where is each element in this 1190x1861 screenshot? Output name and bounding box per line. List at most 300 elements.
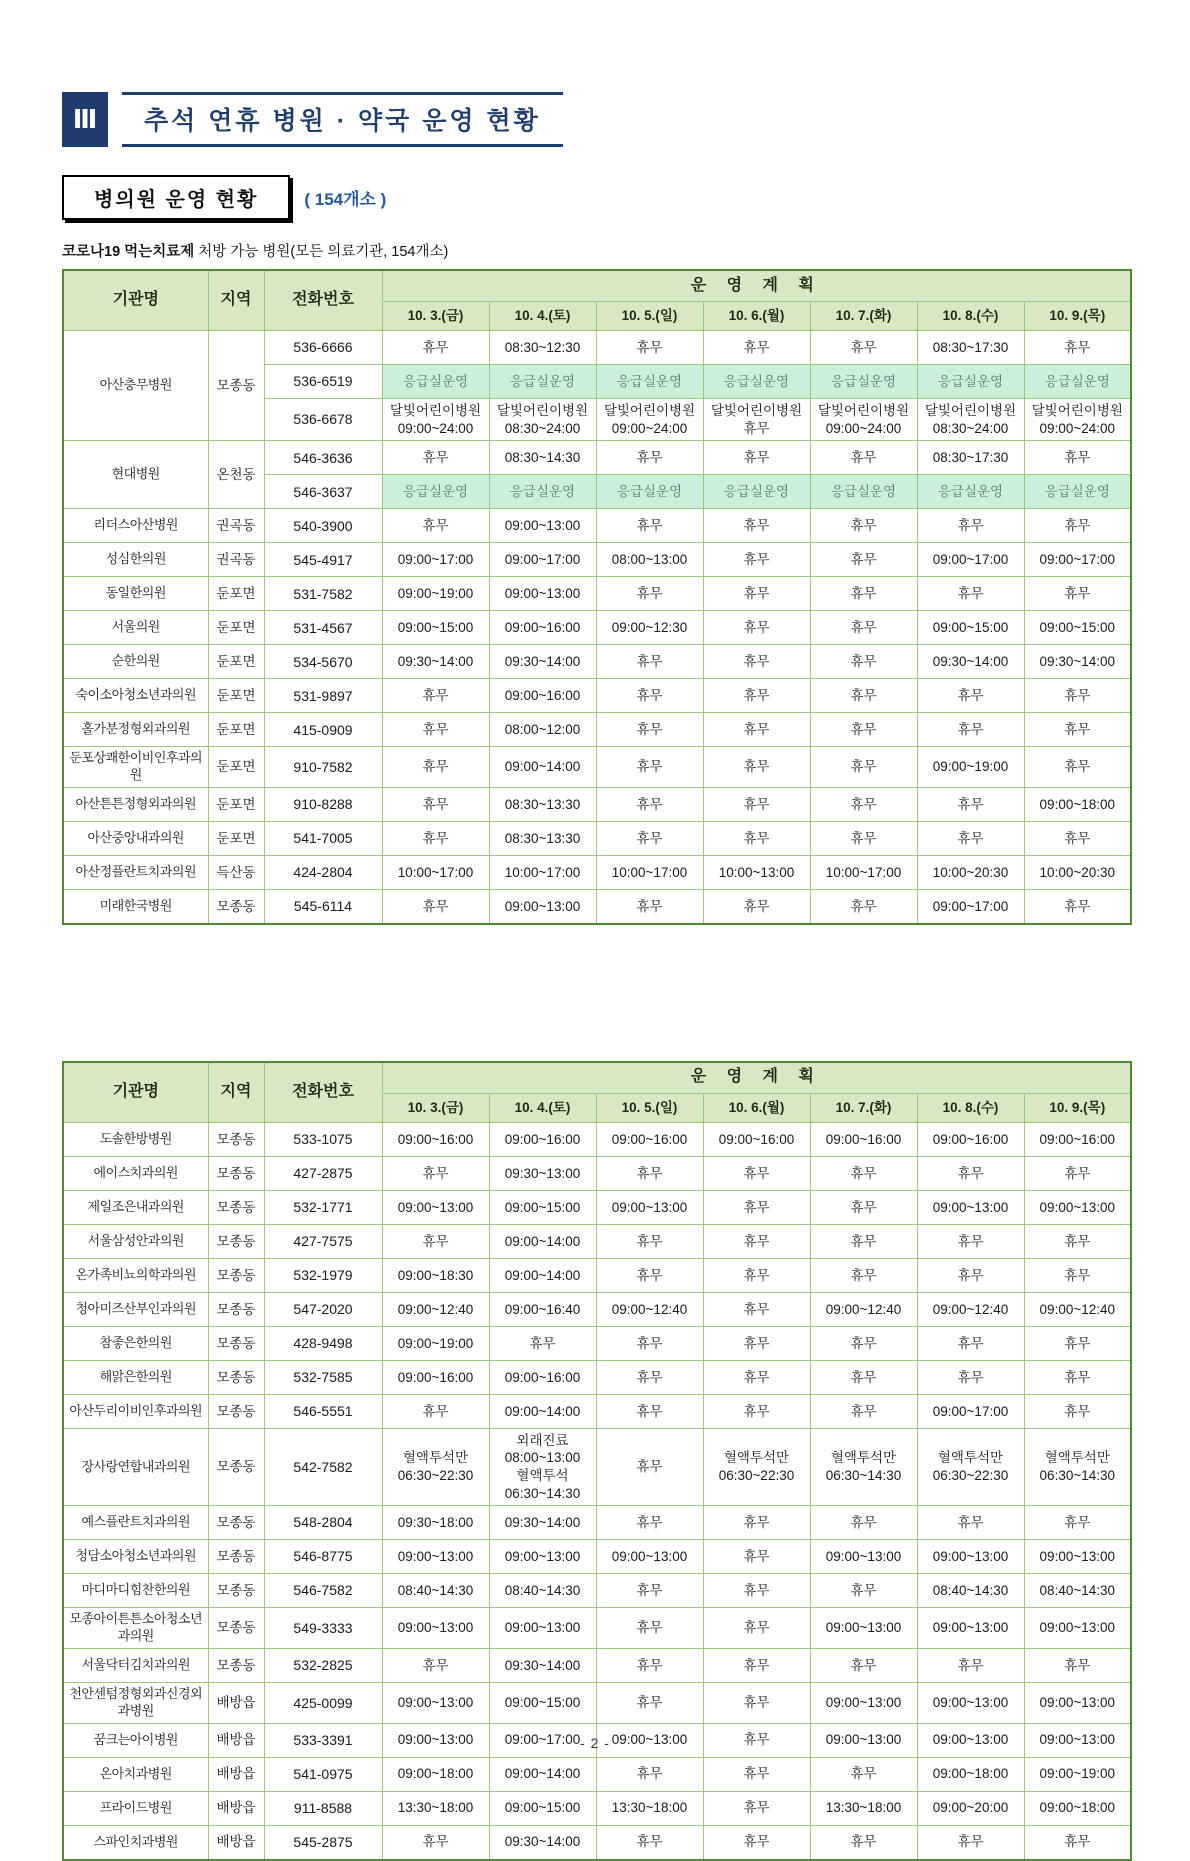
schedule-cell: 휴무 bbox=[917, 577, 1024, 611]
table-row bbox=[63, 821, 1131, 855]
schedule-cell: 휴무 bbox=[810, 787, 917, 821]
region: 모종동 bbox=[208, 1360, 264, 1394]
phone-number: 536-6519 bbox=[264, 365, 382, 399]
phone-number: 531-4567 bbox=[264, 611, 382, 645]
schedule-cell: 휴무 bbox=[917, 713, 1024, 747]
schedule-cell: 휴무 bbox=[703, 1292, 810, 1326]
schedule-cell: 휴무 bbox=[917, 787, 1024, 821]
schedule-cell: 휴무 bbox=[703, 1156, 810, 1190]
phone-number: 549-3333 bbox=[264, 1608, 382, 1649]
org-name: 온아치과병원 bbox=[63, 1757, 208, 1791]
schedule-cell: 달빛어린이병원 09:00~24:00 bbox=[596, 399, 703, 441]
covid-note-bold: 코로나19 먹는치료제 bbox=[62, 244, 195, 260]
region: 둔포면 bbox=[208, 645, 264, 679]
schedule-cell: 휴무 bbox=[596, 1428, 703, 1505]
schedule-cell: 휴무 bbox=[1024, 1825, 1131, 1860]
schedule-cell: 휴무 bbox=[703, 1574, 810, 1608]
schedule-cell: 휴무 bbox=[810, 747, 917, 788]
region: 모종동 bbox=[208, 1648, 264, 1682]
schedule-cell: 휴무 bbox=[382, 441, 489, 475]
schedule-cell: 휴무 bbox=[596, 1156, 703, 1190]
phone-number: 910-8288 bbox=[264, 787, 382, 821]
schedule-cell: 휴무 bbox=[810, 1258, 917, 1292]
schedule-cell: 휴무 bbox=[810, 509, 917, 543]
phone-number: 911-8588 bbox=[264, 1791, 382, 1825]
schedule-cell: 09:00~18:30 bbox=[382, 1258, 489, 1292]
schedule-cell: 휴무 bbox=[1024, 1506, 1131, 1540]
date-header: 10. 5.(일) bbox=[596, 1093, 703, 1122]
schedule-cell: 휴무 bbox=[596, 1608, 703, 1649]
schedule-cell: 09:00~15:00 bbox=[917, 611, 1024, 645]
org-name: 해맑은한의원 bbox=[63, 1360, 208, 1394]
schedule-cell: 09:00~13:00 bbox=[382, 1608, 489, 1649]
schedule-cell: 10:00~17:00 bbox=[810, 855, 917, 889]
phone-number: 910-7582 bbox=[264, 747, 382, 788]
schedule-cell: 휴무 bbox=[382, 1825, 489, 1860]
schedule-cell: 휴무 bbox=[703, 1326, 810, 1360]
schedule-cell: 13:30~18:00 bbox=[810, 1791, 917, 1825]
schedule-cell: 휴무 bbox=[703, 713, 810, 747]
col-header-phone: 전화번호 bbox=[264, 1062, 382, 1123]
schedule-cell: 휴무 bbox=[810, 543, 917, 577]
schedule-cell: 휴무 bbox=[917, 1224, 1024, 1258]
org-name: 서울의원 bbox=[63, 611, 208, 645]
table-row bbox=[63, 1648, 1131, 1682]
date-header: 10. 4.(토) bbox=[489, 1093, 596, 1122]
schedule-cell: 휴무 bbox=[596, 1258, 703, 1292]
table-row bbox=[63, 1122, 1131, 1156]
org-name: 스파인치과병원 bbox=[63, 1825, 208, 1860]
org-name: 아산충무병원 bbox=[63, 331, 208, 441]
schedule-cell: 09:00~13:00 bbox=[917, 1190, 1024, 1224]
phone-number: 531-7582 bbox=[264, 577, 382, 611]
schedule-cell: 휴무 bbox=[1024, 889, 1131, 924]
section-number-badge: Ⅲ bbox=[62, 92, 108, 147]
schedule-cell: 휴무 bbox=[596, 441, 703, 475]
phone-number: 532-1771 bbox=[264, 1190, 382, 1224]
schedule-cell: 09:00~13:00 bbox=[1024, 1190, 1131, 1224]
org-name: 제일조은내과의원 bbox=[63, 1190, 208, 1224]
schedule-cell: 휴무 bbox=[382, 1648, 489, 1682]
schedule-cell: 10:00~20:30 bbox=[917, 855, 1024, 889]
schedule-cell: 09:00~14:00 bbox=[489, 1258, 596, 1292]
schedule-cell: 휴무 bbox=[703, 1723, 810, 1757]
date-header: 10. 7.(화) bbox=[810, 302, 917, 331]
region: 모종동 bbox=[208, 1292, 264, 1326]
org-name: 예스플란트치과의원 bbox=[63, 1506, 208, 1540]
table-header-row bbox=[63, 270, 1131, 302]
col-header-org: 기관명 bbox=[63, 1062, 208, 1123]
schedule-cell: 09:00~13:00 bbox=[1024, 1540, 1131, 1574]
schedule-cell: 08:30~13:30 bbox=[489, 821, 596, 855]
org-name: 장사랑연합내과의원 bbox=[63, 1428, 208, 1505]
schedule-cell: 휴무 bbox=[1024, 331, 1131, 365]
col-header-org: 기관명 bbox=[63, 270, 208, 331]
schedule-cell: 09:00~13:00 bbox=[917, 1608, 1024, 1649]
schedule-cell: 휴무 bbox=[382, 1156, 489, 1190]
schedule-cell: 09:00~16:00 bbox=[1024, 1122, 1131, 1156]
date-header: 10. 4.(토) bbox=[489, 302, 596, 331]
schedule-cell: 휴무 bbox=[703, 1360, 810, 1394]
phone-number: 531-9897 bbox=[264, 679, 382, 713]
schedule-cell: 휴무 bbox=[382, 821, 489, 855]
region: 권곡동 bbox=[208, 543, 264, 577]
region: 모종동 bbox=[208, 1506, 264, 1540]
phone-number: 546-3637 bbox=[264, 475, 382, 509]
schedule-cell: 휴무 bbox=[1024, 747, 1131, 788]
schedule-cell: 09:00~16:00 bbox=[489, 679, 596, 713]
org-name: 현대병원 bbox=[63, 441, 208, 509]
schedule-cell: 응급실운영 bbox=[703, 475, 810, 509]
org-name: 청담소아청소년과의원 bbox=[63, 1540, 208, 1574]
schedule-cell: 휴무 bbox=[917, 1506, 1024, 1540]
schedule-cell: 08:30~17:30 bbox=[917, 441, 1024, 475]
phone-number: 541-7005 bbox=[264, 821, 382, 855]
col-header-region: 지역 bbox=[208, 270, 264, 331]
schedule-cell: 휴무 bbox=[703, 1506, 810, 1540]
table-row bbox=[63, 1682, 1131, 1723]
schedule-cell: 휴무 bbox=[703, 331, 810, 365]
phone-number: 536-6666 bbox=[264, 331, 382, 365]
region: 모종동 bbox=[208, 1574, 264, 1608]
schedule-cell: 09:00~13:00 bbox=[596, 1540, 703, 1574]
schedule-cell: 응급실운영 bbox=[703, 365, 810, 399]
schedule-cell: 응급실운영 bbox=[1024, 365, 1131, 399]
table-row bbox=[63, 1428, 1131, 1505]
table-row bbox=[63, 1506, 1131, 1540]
schedule-cell: 09:00~13:00 bbox=[596, 1190, 703, 1224]
schedule-cell: 09:00~12:40 bbox=[596, 1292, 703, 1326]
table-row bbox=[63, 645, 1131, 679]
schedule-cell: 10:00~17:00 bbox=[596, 855, 703, 889]
schedule-cell: 휴무 bbox=[382, 889, 489, 924]
table-row bbox=[63, 611, 1131, 645]
region: 모종동 bbox=[208, 1326, 264, 1360]
table-row bbox=[63, 1224, 1131, 1258]
schedule-cell: 09:00~13:00 bbox=[382, 1540, 489, 1574]
phone-number: 545-6114 bbox=[264, 889, 382, 924]
org-name: 도솔한방병원 bbox=[63, 1122, 208, 1156]
schedule-cell: 휴무 bbox=[596, 821, 703, 855]
schedule-cell: 응급실운영 bbox=[917, 365, 1024, 399]
schedule-cell: 08:00~12:00 bbox=[489, 713, 596, 747]
org-name: 아산두리이비인후과의원 bbox=[63, 1394, 208, 1428]
org-name: 에이스치과의원 bbox=[63, 1156, 208, 1190]
region: 모종동 bbox=[208, 1156, 264, 1190]
schedule-cell: 휴무 bbox=[703, 611, 810, 645]
phone-number: 541-0975 bbox=[264, 1757, 382, 1791]
schedule-cell: 휴무 bbox=[596, 1360, 703, 1394]
schedule-cell: 휴무 bbox=[596, 645, 703, 679]
date-header: 10. 7.(화) bbox=[810, 1093, 917, 1122]
table-row bbox=[63, 787, 1131, 821]
schedule-cell: 휴무 bbox=[382, 747, 489, 788]
schedule-cell: 09:00~16:00 bbox=[382, 1122, 489, 1156]
schedule-cell: 09:00~16:00 bbox=[489, 611, 596, 645]
date-header: 10. 6.(월) bbox=[703, 302, 810, 331]
region: 둔포면 bbox=[208, 821, 264, 855]
schedule-cell: 08:30~14:30 bbox=[489, 441, 596, 475]
schedule-cell: 09:00~13:00 bbox=[1024, 1608, 1131, 1649]
schedule-cell: 달빛어린이병원 09:00~24:00 bbox=[382, 399, 489, 441]
schedule-cell: 09:00~17:00 bbox=[917, 543, 1024, 577]
schedule-cell: 휴무 bbox=[1024, 1224, 1131, 1258]
schedule-cell: 휴무 bbox=[1024, 713, 1131, 747]
table-row bbox=[63, 1258, 1131, 1292]
schedule-cell: 09:00~16:00 bbox=[489, 1122, 596, 1156]
org-name: 리더스아산병원 bbox=[63, 509, 208, 543]
schedule-cell: 휴무 bbox=[1024, 1156, 1131, 1190]
schedule-cell: 응급실운영 bbox=[596, 475, 703, 509]
schedule-cell: 휴무 bbox=[917, 821, 1024, 855]
schedule-cell: 09:00~12:40 bbox=[917, 1292, 1024, 1326]
schedule-cell: 응급실운영 bbox=[489, 365, 596, 399]
schedule-cell: 응급실운영 bbox=[810, 365, 917, 399]
schedule-cell: 휴무 bbox=[1024, 1326, 1131, 1360]
schedule-cell: 09:00~13:00 bbox=[382, 1190, 489, 1224]
schedule-cell: 휴무 bbox=[703, 1825, 810, 1860]
phone-number: 536-6678 bbox=[264, 399, 382, 441]
schedule-cell: 09:00~15:00 bbox=[382, 611, 489, 645]
schedule-cell: 09:00~13:00 bbox=[489, 889, 596, 924]
schedule-cell: 혈액투석만 06:30~22:30 bbox=[382, 1428, 489, 1505]
schedule-cell: 13:30~18:00 bbox=[596, 1791, 703, 1825]
phone-number: 546-3636 bbox=[264, 441, 382, 475]
col-header-phone: 전화번호 bbox=[264, 270, 382, 331]
region: 모종동 bbox=[208, 1258, 264, 1292]
schedule-cell: 휴무 bbox=[703, 1757, 810, 1791]
schedule-cell: 09:00~13:00 bbox=[489, 1540, 596, 1574]
col-header-plan: 운 영 계 획 bbox=[382, 270, 1131, 302]
schedule-cell: 휴무 bbox=[810, 1506, 917, 1540]
schedule-cell: 혈액투석만 06:30~22:30 bbox=[703, 1428, 810, 1505]
table-row bbox=[63, 713, 1131, 747]
schedule-cell: 08:40~14:30 bbox=[1024, 1574, 1131, 1608]
region: 배방읍 bbox=[208, 1757, 264, 1791]
schedule-cell: 휴무 bbox=[703, 747, 810, 788]
schedule-cell: 08:40~14:30 bbox=[917, 1574, 1024, 1608]
schedule-cell: 휴무 bbox=[1024, 1648, 1131, 1682]
table-row bbox=[63, 331, 1131, 365]
schedule-cell: 휴무 bbox=[810, 331, 917, 365]
table-row bbox=[63, 1574, 1131, 1608]
schedule-cell: 09:00~16:00 bbox=[382, 1360, 489, 1394]
schedule-cell: 09:00~17:00 bbox=[489, 1723, 596, 1757]
org-name: 서울삼성안과의원 bbox=[63, 1224, 208, 1258]
schedule-cell: 휴무 bbox=[596, 1394, 703, 1428]
org-name: 청아미즈산부인과의원 bbox=[63, 1292, 208, 1326]
schedule-cell: 외래진료 08:00~13:00 혈액투석 06:30~14:30 bbox=[489, 1428, 596, 1505]
schedule-cell: 휴무 bbox=[810, 1224, 917, 1258]
region: 둔포면 bbox=[208, 787, 264, 821]
schedule-cell: 휴무 bbox=[1024, 1394, 1131, 1428]
schedule-cell: 휴무 bbox=[703, 787, 810, 821]
schedule-cell: 09:00~14:00 bbox=[489, 1757, 596, 1791]
date-header: 10. 8.(수) bbox=[917, 1093, 1024, 1122]
schedule-cell: 09:00~17:00 bbox=[489, 543, 596, 577]
table-row bbox=[63, 1326, 1131, 1360]
phone-number: 533-1075 bbox=[264, 1122, 382, 1156]
schedule-cell: 08:00~13:00 bbox=[596, 543, 703, 577]
schedule-cell: 휴무 bbox=[596, 787, 703, 821]
org-name: 순한의원 bbox=[63, 645, 208, 679]
date-header: 10. 9.(목) bbox=[1024, 1093, 1131, 1122]
page-title: 추석 연휴 병원 · 약국 운영 현황 bbox=[144, 107, 541, 135]
region: 배방읍 bbox=[208, 1791, 264, 1825]
subsection-title-box: 병의원 운영 현황 bbox=[62, 175, 290, 220]
phone-number: 415-0909 bbox=[264, 713, 382, 747]
hospital-schedule-table-1 bbox=[62, 269, 1132, 925]
schedule-cell: 휴무 bbox=[382, 713, 489, 747]
phone-number: 428-9498 bbox=[264, 1326, 382, 1360]
schedule-cell: 09:00~15:00 bbox=[489, 1682, 596, 1723]
phone-number: 534-5670 bbox=[264, 645, 382, 679]
schedule-cell: 휴무 bbox=[810, 821, 917, 855]
region: 모종동 bbox=[208, 1224, 264, 1258]
schedule-cell: 09:00~13:00 bbox=[596, 1723, 703, 1757]
table-row bbox=[63, 1608, 1131, 1649]
schedule-cell: 휴무 bbox=[1024, 509, 1131, 543]
schedule-cell: 휴무 bbox=[810, 1757, 917, 1791]
schedule-cell: 휴무 bbox=[810, 1326, 917, 1360]
phone-number: 425-0099 bbox=[264, 1682, 382, 1723]
schedule-cell: 09:00~12:40 bbox=[382, 1292, 489, 1326]
schedule-cell: 휴무 bbox=[703, 645, 810, 679]
schedule-cell: 달빛어린이병원 08:30~24:00 bbox=[917, 399, 1024, 441]
schedule-cell: 09:00~17:00 bbox=[917, 889, 1024, 924]
schedule-cell: 휴무 bbox=[703, 1224, 810, 1258]
schedule-cell: 09:00~12:40 bbox=[810, 1292, 917, 1326]
table-header-row bbox=[63, 1062, 1131, 1094]
table-row bbox=[63, 1394, 1131, 1428]
schedule-cell: 휴무 bbox=[489, 1326, 596, 1360]
schedule-cell: 달빛어린이병원 09:00~24:00 bbox=[810, 399, 917, 441]
table-row bbox=[63, 1292, 1131, 1326]
region: 둔포면 bbox=[208, 679, 264, 713]
document-page bbox=[0, 92, 1190, 1851]
schedule-cell: 휴무 bbox=[810, 1190, 917, 1224]
phone-number: 546-7582 bbox=[264, 1574, 382, 1608]
schedule-cell: 09:00~13:00 bbox=[382, 1723, 489, 1757]
schedule-cell: 휴무 bbox=[703, 1394, 810, 1428]
schedule-cell: 휴무 bbox=[810, 1825, 917, 1860]
region: 모종동 bbox=[208, 1190, 264, 1224]
schedule-cell: 휴무 bbox=[382, 787, 489, 821]
table-row bbox=[63, 441, 1131, 475]
org-name: 아산정플란트치과의원 bbox=[63, 855, 208, 889]
schedule-cell: 휴무 bbox=[810, 1394, 917, 1428]
schedule-cell: 달빛어린이병원 휴무 bbox=[703, 399, 810, 441]
schedule-cell: 휴무 bbox=[810, 1648, 917, 1682]
schedule-cell: 09:30~14:00 bbox=[489, 1825, 596, 1860]
table-row bbox=[63, 747, 1131, 788]
schedule-cell: 휴무 bbox=[810, 1574, 917, 1608]
schedule-cell: 휴무 bbox=[382, 1394, 489, 1428]
phone-number: 545-2875 bbox=[264, 1825, 382, 1860]
phone-number: 533-3391 bbox=[264, 1723, 382, 1757]
table-row bbox=[63, 1156, 1131, 1190]
schedule-cell: 휴무 bbox=[810, 441, 917, 475]
table-row bbox=[63, 1540, 1131, 1574]
schedule-cell: 09:00~14:00 bbox=[489, 747, 596, 788]
region: 둔포면 bbox=[208, 747, 264, 788]
phone-number: 548-2804 bbox=[264, 1506, 382, 1540]
schedule-cell: 휴무 bbox=[596, 1506, 703, 1540]
schedule-cell: 09:00~14:00 bbox=[489, 1224, 596, 1258]
schedule-cell: 혈액투석만 06:30~14:30 bbox=[810, 1428, 917, 1505]
org-name: 숙이소아청소년과의원 bbox=[63, 679, 208, 713]
schedule-cell: 휴무 bbox=[596, 331, 703, 365]
org-name: 서울닥터김치과의원 bbox=[63, 1648, 208, 1682]
schedule-cell: 휴무 bbox=[917, 1825, 1024, 1860]
phone-number: 547-2020 bbox=[264, 1292, 382, 1326]
region: 득산동 bbox=[208, 855, 264, 889]
table-row bbox=[63, 509, 1131, 543]
table-row bbox=[63, 1360, 1131, 1394]
schedule-cell: 휴무 bbox=[703, 1682, 810, 1723]
table-row bbox=[63, 1190, 1131, 1224]
schedule-cell: 10:00~17:00 bbox=[382, 855, 489, 889]
table-row bbox=[63, 1791, 1131, 1825]
region: 모종동 bbox=[208, 1122, 264, 1156]
org-name: 온가족비뇨의학과의원 bbox=[63, 1258, 208, 1292]
schedule-cell: 휴무 bbox=[810, 611, 917, 645]
schedule-cell: 09:00~13:00 bbox=[917, 1723, 1024, 1757]
schedule-cell: 09:00~16:00 bbox=[489, 1360, 596, 1394]
schedule-cell: 08:30~13:30 bbox=[489, 787, 596, 821]
region: 배방읍 bbox=[208, 1723, 264, 1757]
covid-note bbox=[62, 240, 1190, 261]
schedule-cell: 09:00~14:00 bbox=[489, 1394, 596, 1428]
schedule-cell: 달빛어린이병원 09:00~24:00 bbox=[1024, 399, 1131, 441]
subsection-row bbox=[62, 175, 1190, 220]
schedule-cell: 09:30~14:00 bbox=[1024, 645, 1131, 679]
schedule-cell: 휴무 bbox=[810, 679, 917, 713]
schedule-cell: 휴무 bbox=[810, 889, 917, 924]
phone-number: 424-2804 bbox=[264, 855, 382, 889]
schedule-cell: 09:00~19:00 bbox=[917, 747, 1024, 788]
schedule-cell: 휴무 bbox=[703, 679, 810, 713]
schedule-cell: 09:00~16:40 bbox=[489, 1292, 596, 1326]
table-row bbox=[63, 1825, 1131, 1860]
schedule-cell: 휴무 bbox=[1024, 1258, 1131, 1292]
schedule-cell: 08:40~14:30 bbox=[382, 1574, 489, 1608]
section-title-rule bbox=[122, 92, 563, 147]
region: 배방읍 bbox=[208, 1682, 264, 1723]
schedule-cell: 09:00~13:00 bbox=[1024, 1723, 1131, 1757]
org-name: 아산중앙내과의원 bbox=[63, 821, 208, 855]
region: 모종동 bbox=[208, 1394, 264, 1428]
org-name: 천안센텀정형외과신경외과병원 bbox=[63, 1682, 208, 1723]
region: 모종동 bbox=[208, 1540, 264, 1574]
schedule-cell: 09:00~13:00 bbox=[489, 577, 596, 611]
phone-number: 540-3900 bbox=[264, 509, 382, 543]
schedule-cell: 09:00~13:00 bbox=[810, 1540, 917, 1574]
schedule-cell: 응급실운영 bbox=[489, 475, 596, 509]
schedule-cell: 휴무 bbox=[917, 1360, 1024, 1394]
phone-number: 427-2875 bbox=[264, 1156, 382, 1190]
org-name: 홀가분정형외과의원 bbox=[63, 713, 208, 747]
phone-number: 542-7582 bbox=[264, 1428, 382, 1505]
schedule-cell: 휴무 bbox=[1024, 1360, 1131, 1394]
schedule-cell: 휴무 bbox=[596, 1326, 703, 1360]
schedule-cell: 휴무 bbox=[917, 1156, 1024, 1190]
schedule-cell: 09:00~17:00 bbox=[382, 543, 489, 577]
schedule-cell: 휴무 bbox=[596, 1825, 703, 1860]
schedule-cell: 휴무 bbox=[1024, 577, 1131, 611]
schedule-cell: 휴무 bbox=[596, 1574, 703, 1608]
region: 둔포면 bbox=[208, 611, 264, 645]
